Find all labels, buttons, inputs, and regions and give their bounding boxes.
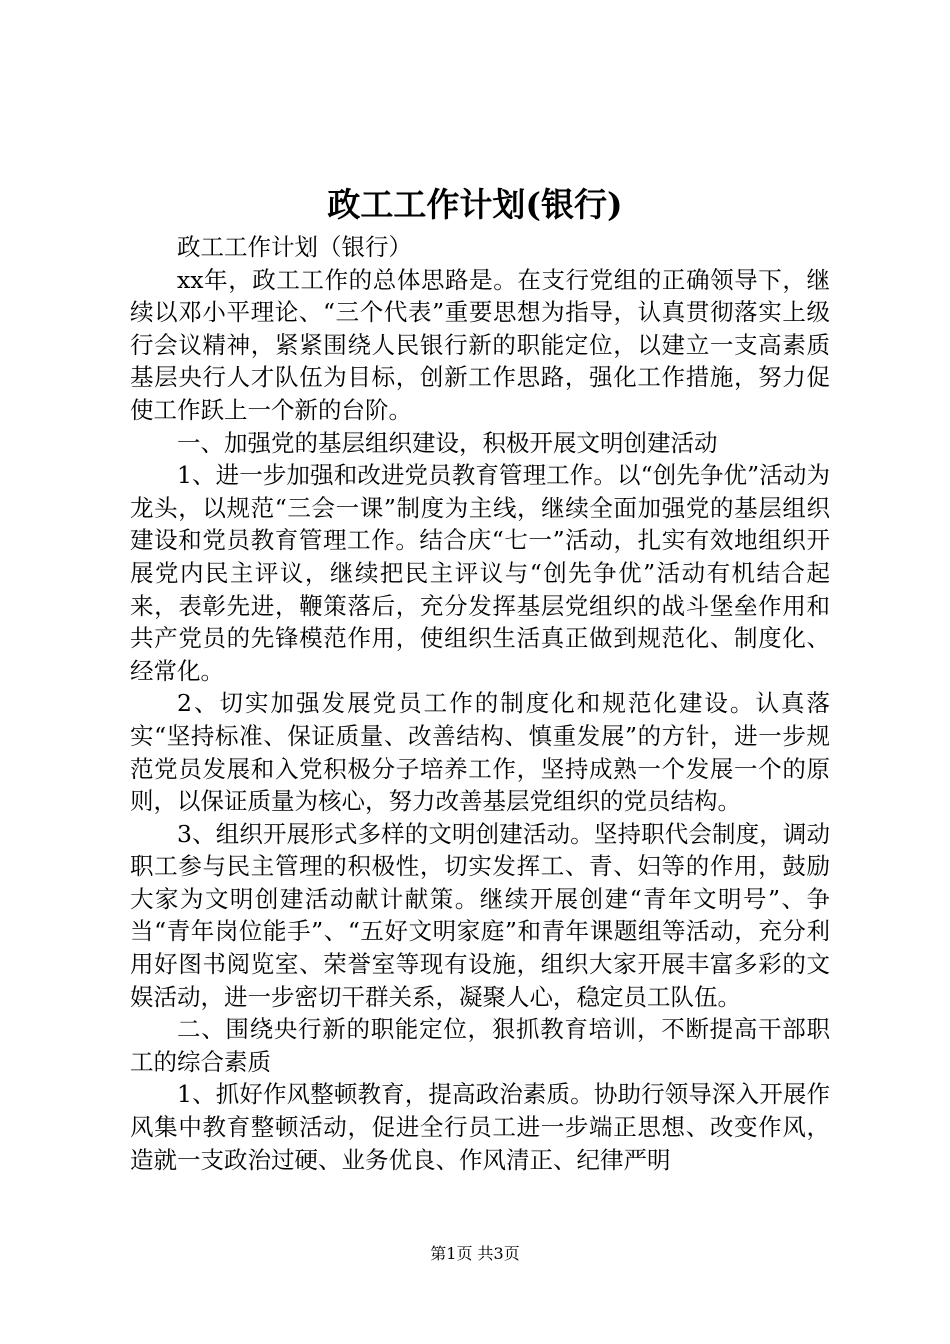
paragraph-1-2: 2、切实加强发展党员工作的制度化和规范化建设。认真落实“坚持标准、保证质量、改善结构、慎重发展”的方针，进一步规范党员发展和入党积极分子培养工作，坚持成熟一个发展一个的原则，以保证质量为核心，努力改善基层党组织的党员结构。 — [130, 689, 830, 816]
paragraph-1-3: 3、组织开展形式多样的文明创建活动。坚持职代会制度，调动职工参与民主管理的积极性，切实发挥工、青、妇等的作用，鼓励大家为文明创建活动献计献策。继续开展创建“青年文明号”、争当“青年岗位能手”、“五好文明家庭”和青年课题组等活动，充分利用好图书阅览室、荣誉室等现有设施，组织大家开展丰富多彩的文娱活动，进一步密切干群关系，凝聚人心，稳定员工队伍。 — [130, 819, 830, 1011]
page-footer: 第1页 共3页 — [430, 1244, 520, 1263]
paragraph-1-1: 1、进一步加强和改进党员教育管理工作。以“创先争优”活动为龙头，以规范“三会一课”制度为主线，继续全面加强党的基层组织建设和党员教育管理工作。结合庆“七一”活动，扎实有效地组织开展党内民主评议，继续把民主评议与“创先争优”活动有机结合起来，表彰先进，鞭策落后，充分发挥基层党组织的战斗堡垒作用和共产党员的先锋模范作用，使组织生活真正做到规范化、制度化、经常化。 — [130, 461, 830, 685]
section-heading-1: 一、加强党的基层组织建设，积极开展文明创建活动 — [177, 428, 718, 457]
paragraph-subtitle: 政工工作计划（银行） — [177, 233, 412, 261]
document-body — [130, 231, 830, 1176]
paragraph-intro: xx年，政工工作的总体思路是。在支行党组的正确领导下，继续以邓小平理论、“三个代表”重要思想为指导，认真贯彻落实上级行会议精神，紧紧围绕人民银行新的职能定位，以建立一支高素质基层央行人才队伍为目标，创新工作思路，强化工作措施，努力促使工作跃上一个新的台阶。 — [130, 265, 830, 424]
section-heading-2: 二、围绕央行新的职能定位，狠抓教育培训，不断提高干部职工的综合素质 — [130, 1015, 830, 1076]
document-title: 政工工作计划(银行) — [327, 185, 623, 224]
paragraph-2-1: 1、抓好作风整顿教育，提高政治素质。协助行领导深入开展作风集中教育整顿活动，促进全行员工进一步端正思想、改变作风，造就一支政治过硬、业务优良、作风清正、纪律严明 — [130, 1080, 830, 1174]
